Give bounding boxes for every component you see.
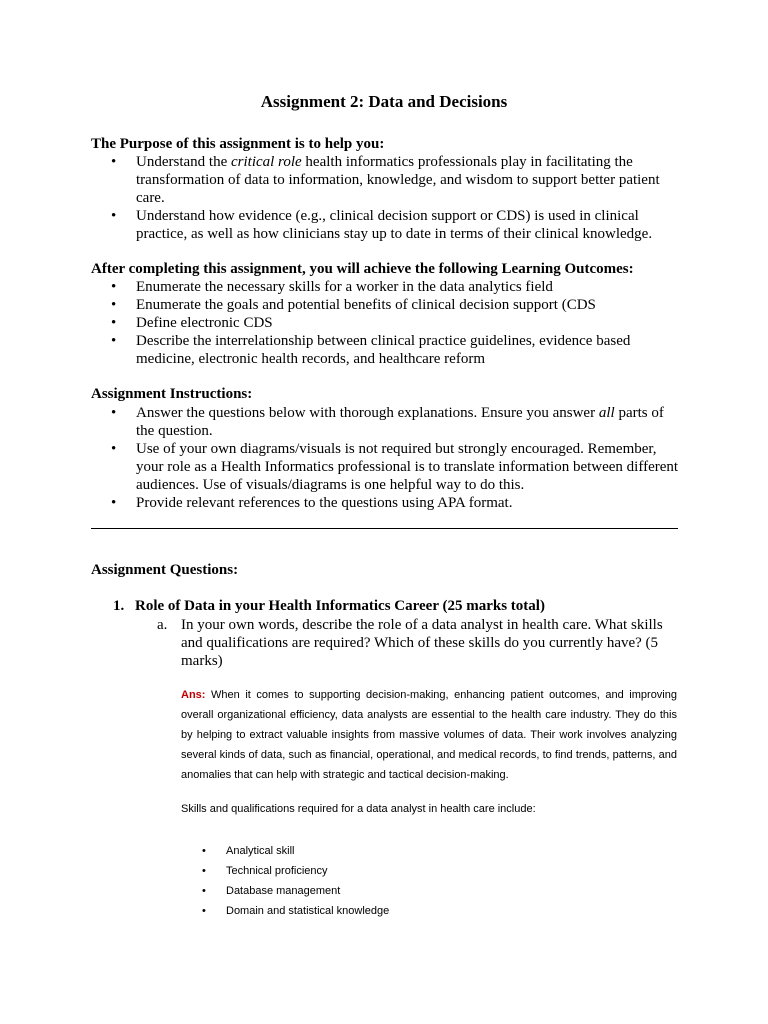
skill-item-3: • Database management	[181, 881, 389, 901]
purpose-list	[91, 153, 681, 243]
instruction-item-2: • Use of your own diagrams/visuals is not required but strongly encouraged. Remember, your role as a Health Informatics professional is to translate information between different audiences. Use of visuals/diagrams is one helpful way to do this.	[91, 440, 681, 494]
instructions-list	[91, 404, 681, 512]
outcome-item-1: • Enumerate the necessary skills for a worker in the data analytics field	[91, 278, 681, 296]
purpose-item-2: • Understand how evidence (e.g., clinical decision support or CDS) is used in clinical practice, as well as how clinicians stay up to date in terms of their clinical knowledge.	[91, 207, 681, 243]
skill-item-4: • Domain and statistical knowledge	[181, 901, 389, 921]
outcomes-heading: After completing this assignment, you will achieve the following Learning Outcomes:	[91, 261, 634, 277]
answer-label: Ans:	[181, 689, 206, 701]
skill-item-2: • Technical proficiency	[181, 861, 389, 881]
purpose-item-1: • Understand the critical role health informatics professionals play in facilitating the transformation of data to information, knowledge, and wisdom to support better patient care.	[91, 153, 681, 207]
question-1a	[157, 616, 681, 670]
question-1a-text: In your own words, describe the role of a data analyst in health care. What skills and qualifications are required? Which of these skills do you currently have? (5 marks)	[181, 617, 663, 669]
purpose-heading: The Purpose of this assignment is to help you:	[91, 136, 385, 152]
question-1-number: 1.	[113, 598, 125, 614]
question-1-title	[113, 598, 545, 615]
instruction-item-3: • Provide relevant references to the questions using APA format.	[91, 494, 681, 512]
answer-text: When it comes to supporting decision-making, enhancing patient outcomes, and improving overall organizational efficiency, data analysts are essential to the health care industry. They do this by helping to extract valuable insights from massive volumes of data. Their work involves analyzing several kinds of data, such as financial, operational, and medical records, to find trends, patterns, and anomalies that can help with strategic and tactical decision-making.	[181, 689, 677, 781]
outcome-item-2: • Enumerate the goals and potential benefits of clinical decision support (CDS	[91, 296, 681, 314]
document-title: Assignment 2: Data and Decisions	[260, 92, 508, 111]
skill-item-1: • Analytical skill	[181, 841, 389, 861]
questions-heading: Assignment Questions:	[91, 562, 239, 578]
instructions-heading: Assignment Instructions:	[91, 386, 253, 402]
question-1a-letter: a.	[157, 617, 168, 633]
outcome-item-4: • Describe the interrelationship between clinical practice guidelines, evidence based medicine, electronic health records, and healthcare reform	[91, 332, 681, 368]
skills-heading: Skills and qualifications required for a data analyst in health care include:	[181, 803, 536, 815]
question-1-text: Role of Data in your Health Informatics Career (25 marks total)	[135, 598, 545, 614]
instruction-item-1: • Answer the questions below with thorough explanations. Ensure you answer all parts of the question.	[91, 404, 681, 440]
horizontal-divider	[91, 528, 678, 529]
outcomes-list	[91, 278, 681, 368]
skills-list	[181, 841, 389, 921]
outcome-item-3: • Define electronic CDS	[91, 314, 681, 332]
answer-paragraph	[181, 685, 677, 785]
